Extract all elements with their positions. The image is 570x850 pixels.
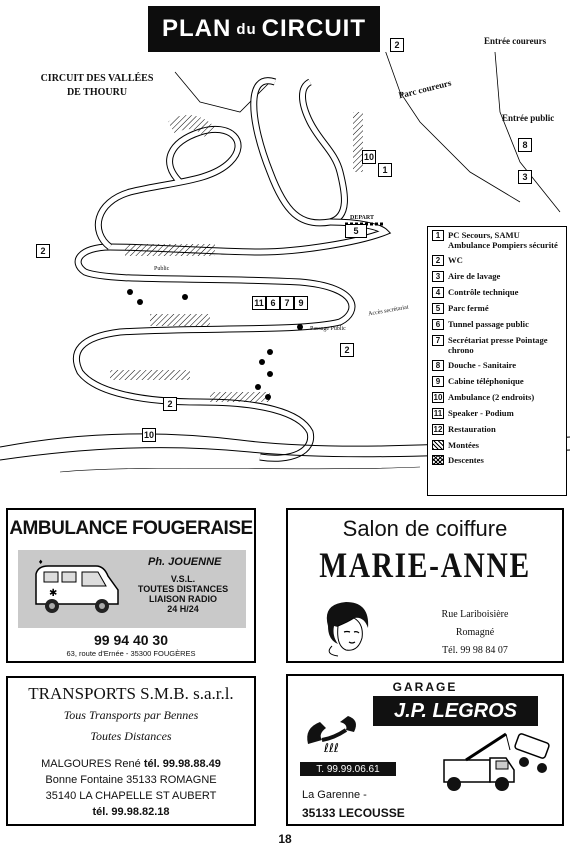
map-marker-7: 7 bbox=[280, 296, 294, 310]
page-number: 18 bbox=[278, 832, 292, 846]
legend-num: 3 bbox=[432, 271, 444, 282]
legend-num: 10 bbox=[433, 392, 443, 402]
map-marker-2: 2 bbox=[390, 38, 404, 52]
map-marker-10a: 10 bbox=[363, 152, 374, 162]
legend-num: 12 bbox=[433, 424, 443, 434]
legend-text: Cabine téléphonique bbox=[448, 376, 524, 386]
legend-num: 9 bbox=[432, 376, 444, 387]
map-marker-10b: 10 bbox=[143, 430, 154, 440]
ad-legros-brand: J.P. LEGROS bbox=[373, 696, 538, 726]
ad-legros-tel: T. 99.99.06.61 bbox=[300, 762, 396, 776]
legend-num: 6 bbox=[432, 319, 444, 330]
ad-ambulance-service: LIAISON RADIO bbox=[148, 594, 217, 604]
circuit-name-line2: DE THOURU bbox=[66, 87, 128, 98]
acces-secretariat-label: Accès secrétariat bbox=[367, 304, 410, 318]
ad-smb-line3: 35140 LA CHAPELLE ST AUBERT bbox=[45, 790, 217, 802]
legend-item-2 bbox=[432, 255, 562, 266]
legend-text: WC bbox=[448, 255, 463, 265]
ad-smb-line2: Bonne Fontaine 35133 ROMAGNE bbox=[45, 774, 217, 786]
depart-label: DEPART bbox=[350, 215, 375, 221]
ad-salon-phone: Tél. 99 98 84 07 bbox=[442, 645, 508, 656]
svg-text:♦: ♦ bbox=[38, 559, 44, 566]
legend-item-10 bbox=[432, 392, 562, 403]
ad-ambulance bbox=[6, 508, 256, 663]
map-marker-8: 8 bbox=[518, 138, 532, 152]
ad-salon-title: Salon de coiffure bbox=[342, 516, 508, 541]
ad-ambulance-address: 63, route d'Ernée - 35300 FOUGÈRES bbox=[66, 649, 196, 658]
montees-swatch bbox=[432, 440, 444, 450]
ad-legros-line2: 35133 LECOUSSE bbox=[302, 806, 405, 820]
map-marker-2c: 2 bbox=[340, 343, 354, 357]
legend-text: Tunnel passage public bbox=[448, 319, 529, 329]
legend-item-1 bbox=[432, 230, 562, 250]
legend-num: 1 bbox=[432, 230, 444, 241]
svg-text:✱: ✱ bbox=[49, 588, 58, 599]
legend-text: Ambulance (2 endroits) bbox=[448, 392, 535, 402]
legend-num: 7 bbox=[432, 335, 444, 346]
circuit-name-line1: CIRCUIT DES VALLÉES bbox=[40, 73, 154, 84]
ad-smb-tel1: tél. 99.98.88.49 bbox=[143, 758, 221, 770]
ad-salon bbox=[286, 508, 564, 663]
tow-truck-icon bbox=[436, 728, 556, 798]
legend-item-8 bbox=[432, 360, 562, 371]
map-marker-3: 3 bbox=[518, 170, 532, 184]
legend-item-4 bbox=[432, 287, 562, 298]
map-legend bbox=[427, 226, 567, 496]
legend-text: Montées bbox=[448, 440, 480, 450]
ad-smb-sub2: Toutes Distances bbox=[90, 729, 172, 743]
entree-public-label: Entrée public bbox=[502, 113, 555, 123]
ad-ambulance-services bbox=[128, 574, 238, 614]
ad-legros-line1: La Garenne - bbox=[302, 789, 367, 801]
legend-text: Contrôle technique bbox=[448, 287, 519, 297]
legend-text: Restauration bbox=[448, 424, 496, 434]
ad-legros-garage: GARAGE bbox=[392, 680, 458, 694]
legend-num: 11 bbox=[433, 408, 443, 418]
legend-item-12 bbox=[432, 424, 562, 435]
legend-num: 5 bbox=[432, 303, 444, 314]
legend-item-5 bbox=[432, 303, 562, 314]
map-marker-1: 1 bbox=[378, 163, 392, 177]
ad-ambulance-service: 24 H/24 bbox=[167, 604, 199, 614]
ad-ambulance-phone: 99 94 40 30 bbox=[94, 632, 168, 648]
ad-smb-sub1: Tous Transports par Bennes bbox=[63, 708, 199, 722]
legend-text: Parc fermé bbox=[448, 303, 489, 313]
ad-salon-name: MARIE-ANNE bbox=[319, 545, 531, 585]
ad-smb-title: TRANSPORTS S.M.B. s.a.r.l. bbox=[28, 684, 234, 703]
legend-num: 2 bbox=[432, 255, 444, 266]
legend-text: Aire de lavage bbox=[448, 271, 501, 281]
ad-salon-street: Rue Lariboisière bbox=[441, 609, 509, 620]
map-marker-5: 5 bbox=[345, 224, 367, 238]
ad-ambulance-service: TOUTES DISTANCES bbox=[137, 584, 229, 594]
legend-num: 4 bbox=[432, 287, 444, 298]
title-circuit: CIRCUIT bbox=[261, 15, 366, 42]
title-plan: PLAN bbox=[162, 15, 232, 42]
ad-smb-line1 bbox=[8, 756, 254, 772]
legend-text: PC Secours, SAMU Ambulance Pompiers sécurité bbox=[448, 230, 558, 250]
legend-text: Speaker - Podium bbox=[448, 408, 514, 418]
legend-descentes bbox=[432, 455, 562, 465]
map-marker-11: 11 bbox=[252, 296, 266, 310]
legend-text: Descentes bbox=[448, 455, 484, 465]
ad-smb bbox=[6, 676, 256, 826]
legend-item-7 bbox=[432, 335, 562, 355]
legend-num: 8 bbox=[432, 360, 444, 371]
legend-item-3 bbox=[432, 271, 562, 282]
passage-public-label: Passage Public bbox=[310, 326, 346, 332]
ad-ambulance-service: V.S.L. bbox=[170, 574, 196, 584]
map-marker-2d: 2 bbox=[163, 397, 177, 411]
ad-ambulance-panel bbox=[18, 550, 246, 628]
ad-ambulance-title: AMBULANCE FOUGERAISE bbox=[9, 518, 253, 539]
ad-smb-tel2: tél. 99.98.82.18 bbox=[92, 806, 170, 818]
ad-ambulance-owner: Ph. JOUENNE bbox=[148, 556, 222, 568]
ad-salon-info bbox=[400, 606, 550, 660]
svg-text:ℓℓℓ: ℓℓℓ bbox=[324, 741, 339, 754]
parc-coureurs-label: Parc coureurs bbox=[397, 77, 453, 101]
phone-handset-icon bbox=[300, 714, 380, 754]
public-label: Public bbox=[154, 266, 170, 272]
ad-smb-contact: MALGOURES René bbox=[41, 758, 141, 770]
ad-legros bbox=[286, 674, 564, 826]
legend-item-9 bbox=[432, 376, 562, 387]
legend-item-6 bbox=[432, 319, 562, 330]
plan-title bbox=[148, 6, 380, 52]
map-marker-2b: 2 bbox=[36, 244, 50, 258]
title-du: du bbox=[236, 20, 257, 38]
legend-montees bbox=[432, 440, 562, 450]
map-marker-9: 9 bbox=[294, 296, 308, 310]
legend-text: Douche - Sanitaire bbox=[448, 360, 517, 370]
legend-text: Secrétariat presse Pointage chrono bbox=[448, 335, 548, 355]
legend-item-11 bbox=[432, 408, 562, 419]
descentes-swatch bbox=[432, 455, 444, 465]
ambulance-van-icon bbox=[26, 556, 126, 626]
entree-coureurs-label: Entrée coureurs bbox=[484, 36, 547, 46]
woman-portrait-icon bbox=[318, 596, 378, 658]
ad-salon-town: Romagné bbox=[455, 627, 495, 638]
map-marker-6: 6 bbox=[266, 296, 280, 310]
